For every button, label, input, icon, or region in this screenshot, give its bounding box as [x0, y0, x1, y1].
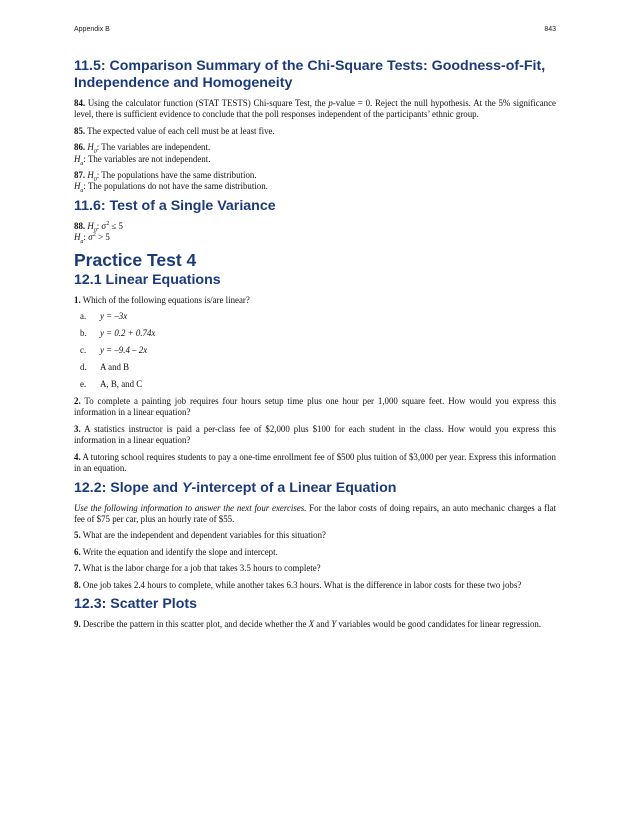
choice-item	[74, 379, 556, 390]
choice-item	[74, 328, 556, 339]
hypothesis-subscript: 0	[93, 227, 97, 234]
choice-item	[74, 362, 556, 373]
question-9-text-mid: and	[314, 618, 332, 629]
answer-86-number: 86.	[74, 142, 86, 153]
answer-86-null-text: : The variables are independent.	[96, 142, 211, 153]
question-1-text: Which of the following equations is/are linear?	[82, 294, 250, 305]
question-7-text: What is the labor charge for a job that takes 3.5 hours to complete?	[82, 563, 321, 574]
answer-87-alt-text: : The populations do not have the same distribution.	[83, 181, 268, 192]
question-9-number: 9.	[74, 618, 81, 629]
answer-84-p-variable: p	[328, 98, 333, 108]
question-6	[74, 547, 556, 558]
question-7	[74, 563, 556, 574]
question-5	[74, 530, 556, 541]
section-12-2-title	[74, 480, 556, 497]
section-11-5-title: 11.5: Comparison Summary of the Chi-Square Tests: Goodness-of-Fit, Independence and Homogeneity	[74, 58, 546, 91]
page-number: 843	[544, 26, 556, 33]
choice-letter: d.	[80, 362, 87, 373]
answer-86-null	[74, 142, 556, 153]
answer-84-number: 84.	[74, 98, 86, 108]
choice-text: A and B	[100, 362, 130, 373]
choice-item	[74, 345, 556, 356]
answer-87-number: 87.	[74, 170, 86, 181]
choice-text: y = –9.4 – 2x	[100, 345, 148, 356]
y-variable: Y	[331, 618, 337, 629]
question-2-text: To complete a painting job requires four hours setup time plus one hour per 1,000 square feet. How would you express this information in a linear equation?	[74, 396, 556, 418]
running-header	[74, 26, 556, 33]
intro-text: For the labor costs of doing repairs, an auto mechanic charges a flat fee of $75 per car, plus an hourly rate of $55.	[74, 502, 556, 524]
intro-instruction: Use the following information to answer the next four exercises.	[74, 502, 307, 513]
choice-text: y = –3x	[100, 311, 128, 322]
answer-85-text: The expected value of each cell must be at least five.	[87, 125, 275, 136]
question-1	[74, 295, 556, 306]
question-8-text: One job takes 2.4 hours to complete, while another takes 6.3 hours. What is the difference in labor costs for these two jobs?	[82, 579, 522, 590]
question-9-text-pre: Describe the pattern in this scatter plot, and decide whether the	[82, 618, 309, 629]
hypothesis-symbol: H	[87, 220, 94, 231]
choice-list	[74, 311, 556, 390]
sigma-text: : σ	[83, 232, 93, 243]
inequality-text: > 5	[95, 232, 110, 243]
answer-84-text-post: -value = 0. Reject the null hypothesis. At the 5% significance level, there is sufficient evidence to conclude that the poll responses independent of the participants’ ethnic group.	[74, 98, 556, 120]
question-9	[74, 619, 556, 630]
hypothesis-subscript: 0	[93, 149, 97, 155]
question-6-number: 6.	[74, 546, 81, 557]
answer-88-number: 88.	[74, 220, 86, 231]
question-3-text: A statistics instructor is paid a per-class fee of $2,000 plus $100 for each student in the class. How would you express this information in a linear equation?	[74, 423, 556, 446]
answer-85	[74, 126, 556, 137]
question-9-text-post: variables would be good candidates for linear regression.	[336, 618, 542, 629]
hypothesis-symbol: H	[74, 232, 81, 243]
answer-88-null	[74, 221, 556, 232]
hypothesis-symbol: H	[87, 142, 94, 153]
choice-text: y = 0.2 + 0.74x	[100, 328, 156, 339]
question-1-number: 1.	[74, 294, 81, 305]
practice-test-title: Practice Test 4	[74, 249, 197, 270]
question-4-text: A tutoring school requires students to pay a one-time enrollment fee of $500 plus tuition of $3,000 per year. Express this information in an equation.	[74, 451, 556, 474]
section-12-2-title-pre: 12.2: Slope and	[74, 479, 183, 496]
question-8-number: 8.	[74, 579, 81, 590]
section-11-6-title: 11.6: Test of a Single Variance	[74, 197, 276, 214]
section-12-2-intro	[74, 503, 556, 526]
answer-87-null-text: : The populations have the same distribution.	[96, 170, 257, 181]
question-8	[74, 580, 556, 591]
choice-letter: b.	[80, 328, 87, 339]
question-5-number: 5.	[74, 530, 81, 541]
hypothesis-subscript: 0	[93, 176, 97, 183]
x-variable: X	[308, 618, 315, 629]
hypothesis-symbol: H	[74, 181, 81, 192]
answer-88-alt	[74, 232, 556, 246]
question-3-number: 3.	[74, 423, 81, 434]
question-6-text: Write the equation and identify the slope and intercept.	[82, 546, 278, 557]
answer-85-number: 85.	[74, 125, 86, 136]
hypothesis-subscript: a	[80, 160, 84, 167]
choice-letter: e.	[80, 379, 87, 390]
answer-84	[74, 98, 556, 121]
question-2	[74, 396, 556, 419]
choice-item	[74, 311, 556, 322]
choice-letter: c.	[80, 345, 87, 356]
sigma-text: : σ	[96, 220, 107, 231]
choice-letter: a.	[80, 311, 87, 322]
question-4-number: 4.	[74, 451, 81, 462]
exponent: 2	[106, 220, 110, 227]
answer-86-alt	[74, 154, 556, 165]
hypothesis-symbol: H	[87, 170, 94, 181]
section-12-1-title: 12.1 Linear Equations	[74, 271, 221, 288]
page-content	[74, 58, 556, 635]
section-12-2-title-post: -intercept of a Linear Equation	[191, 479, 397, 496]
hypothesis-symbol: H	[74, 153, 81, 164]
header-appendix: Appendix B	[74, 26, 110, 33]
inequality-text: ≤ 5	[109, 220, 123, 231]
answer-84-text-pre: Using the calculator function (STAT TESTS) Chi-square Test, the	[87, 98, 329, 108]
answer-87-null	[74, 170, 556, 181]
section-12-3-title: 12.3: Scatter Plots	[74, 595, 198, 612]
choice-text: A, B, and C	[100, 379, 143, 390]
hypothesis-subscript: a	[80, 188, 84, 195]
question-2-number: 2.	[74, 396, 81, 407]
question-5-text: What are the independent and dependent variables for this situation?	[82, 530, 326, 541]
exponent: 2	[92, 232, 96, 239]
hypothesis-subscript: a	[80, 239, 84, 246]
section-12-2-title-variable: Y	[182, 479, 192, 496]
question-3	[74, 424, 556, 447]
answer-86-alt-text: : The variables are not independent.	[83, 153, 211, 164]
answer-87-alt	[74, 181, 556, 195]
question-7-number: 7.	[74, 563, 81, 574]
question-4	[74, 452, 556, 475]
